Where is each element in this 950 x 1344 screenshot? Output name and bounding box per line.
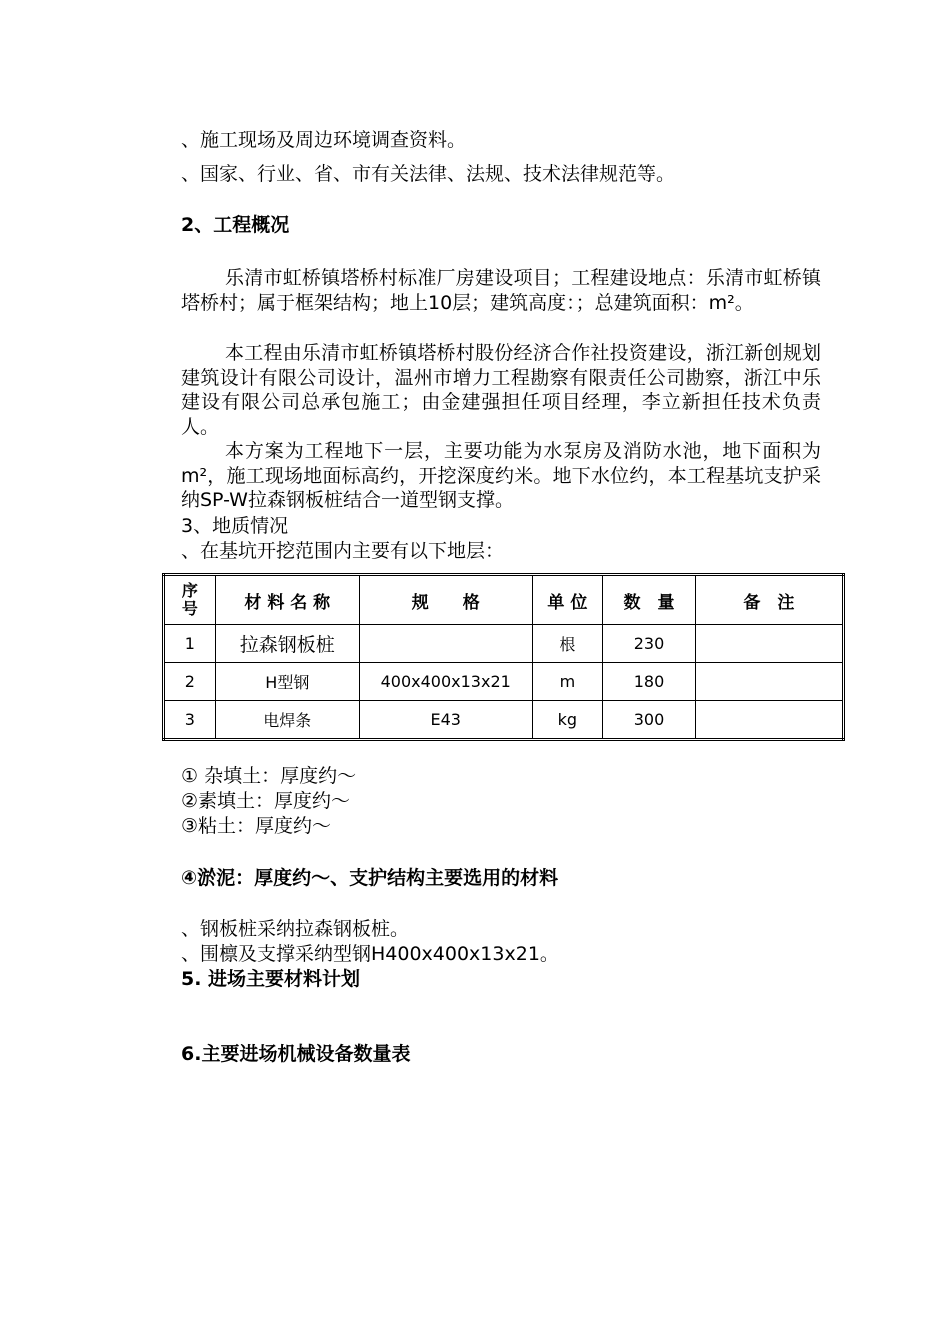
header-remarks: 备 注	[695, 575, 843, 625]
section-heading-4: ④淤泥：厚度约～、支护结构主要选用的材料	[181, 867, 559, 889]
intro-line-2: 、国家、行业、省、市有关法律、法规、技术法律规范等。	[181, 163, 676, 185]
section-heading-2: 2、工程概况	[181, 214, 290, 236]
header-material-name: 材 料 名 称	[215, 575, 359, 625]
cell-material-name: 电焊条	[215, 701, 359, 740]
header-index: 序 号	[164, 575, 216, 625]
layer-item: ① 杂填土：厚度约～	[181, 765, 357, 787]
cell-remarks	[695, 701, 843, 740]
table-row	[164, 701, 844, 740]
cell-material-name: 拉森钢板桩	[215, 625, 359, 663]
header-spec: 规 格	[359, 575, 532, 625]
cell-index: 2	[164, 663, 216, 701]
cell-spec: E43	[359, 701, 532, 740]
cell-remarks	[695, 663, 843, 701]
cell-spec	[359, 625, 532, 663]
material-line: 、钢板桩采纳拉森钢板桩。	[181, 918, 410, 940]
cell-quantity: 300	[603, 701, 696, 740]
cell-index: 1	[164, 625, 216, 663]
material-line: 、围檩及支撑采纳型钢H400x400x13x21。	[181, 943, 559, 965]
section-heading-6: 6.主要进场机械设备数量表	[181, 1043, 411, 1065]
table-row	[164, 663, 844, 701]
cell-unit: m	[532, 663, 603, 701]
project-overview-paragraph: 乐清市虹桥镇塔桥村标准厂房建设项目；工程建设地点：乐清市虹桥镇塔桥村；属于框架结构；地上10层；建筑高度：；总建筑面积：m²。	[181, 267, 821, 314]
header-quantity: 数 量	[603, 575, 696, 625]
scheme-paragraph: 本方案为工程地下一层，主要功能为水泵房及消防水池，地下面积为m²，施工现场地面标高约，开挖深度约米。地下水位约，本工程基坑支护采纳SP-W拉森钢板桩结合一道型钢支撑。	[181, 440, 821, 511]
intro-line-1: 、施工现场及周边环境调查资料。	[181, 129, 467, 151]
cell-quantity: 230	[603, 625, 696, 663]
table-header-row	[164, 575, 844, 625]
header-unit: 单 位	[532, 575, 603, 625]
layers-intro: 、在基坑开挖范围内主要有以下地层：	[181, 540, 505, 562]
cell-remarks	[695, 625, 843, 663]
section-heading-3: 3、地质情况	[181, 515, 289, 537]
cell-unit: kg	[532, 701, 603, 740]
table-row	[164, 625, 844, 663]
materials-table	[162, 573, 845, 741]
cell-index: 3	[164, 701, 216, 740]
cell-unit: 根	[532, 625, 603, 663]
project-parties-paragraph: 本工程由乐清市虹桥镇塔桥村股份经济合作社投资建设，浙江新创规划建筑设计有限公司设计，温州市增力工程勘察有限责任公司勘察，浙江中乐建设有限公司总承包施工；由金建强担任项目经理，李立新担任技术负责人。	[181, 342, 821, 438]
cell-material-name: H型钢	[215, 663, 359, 701]
cell-quantity: 180	[603, 663, 696, 701]
section-heading-5: 5. 进场主要材料计划	[181, 968, 361, 990]
cell-spec: 400x400x13x21	[359, 663, 532, 701]
layer-item: ③粘土：厚度约～	[181, 815, 332, 837]
layer-item: ②素填土：厚度约～	[181, 790, 351, 812]
